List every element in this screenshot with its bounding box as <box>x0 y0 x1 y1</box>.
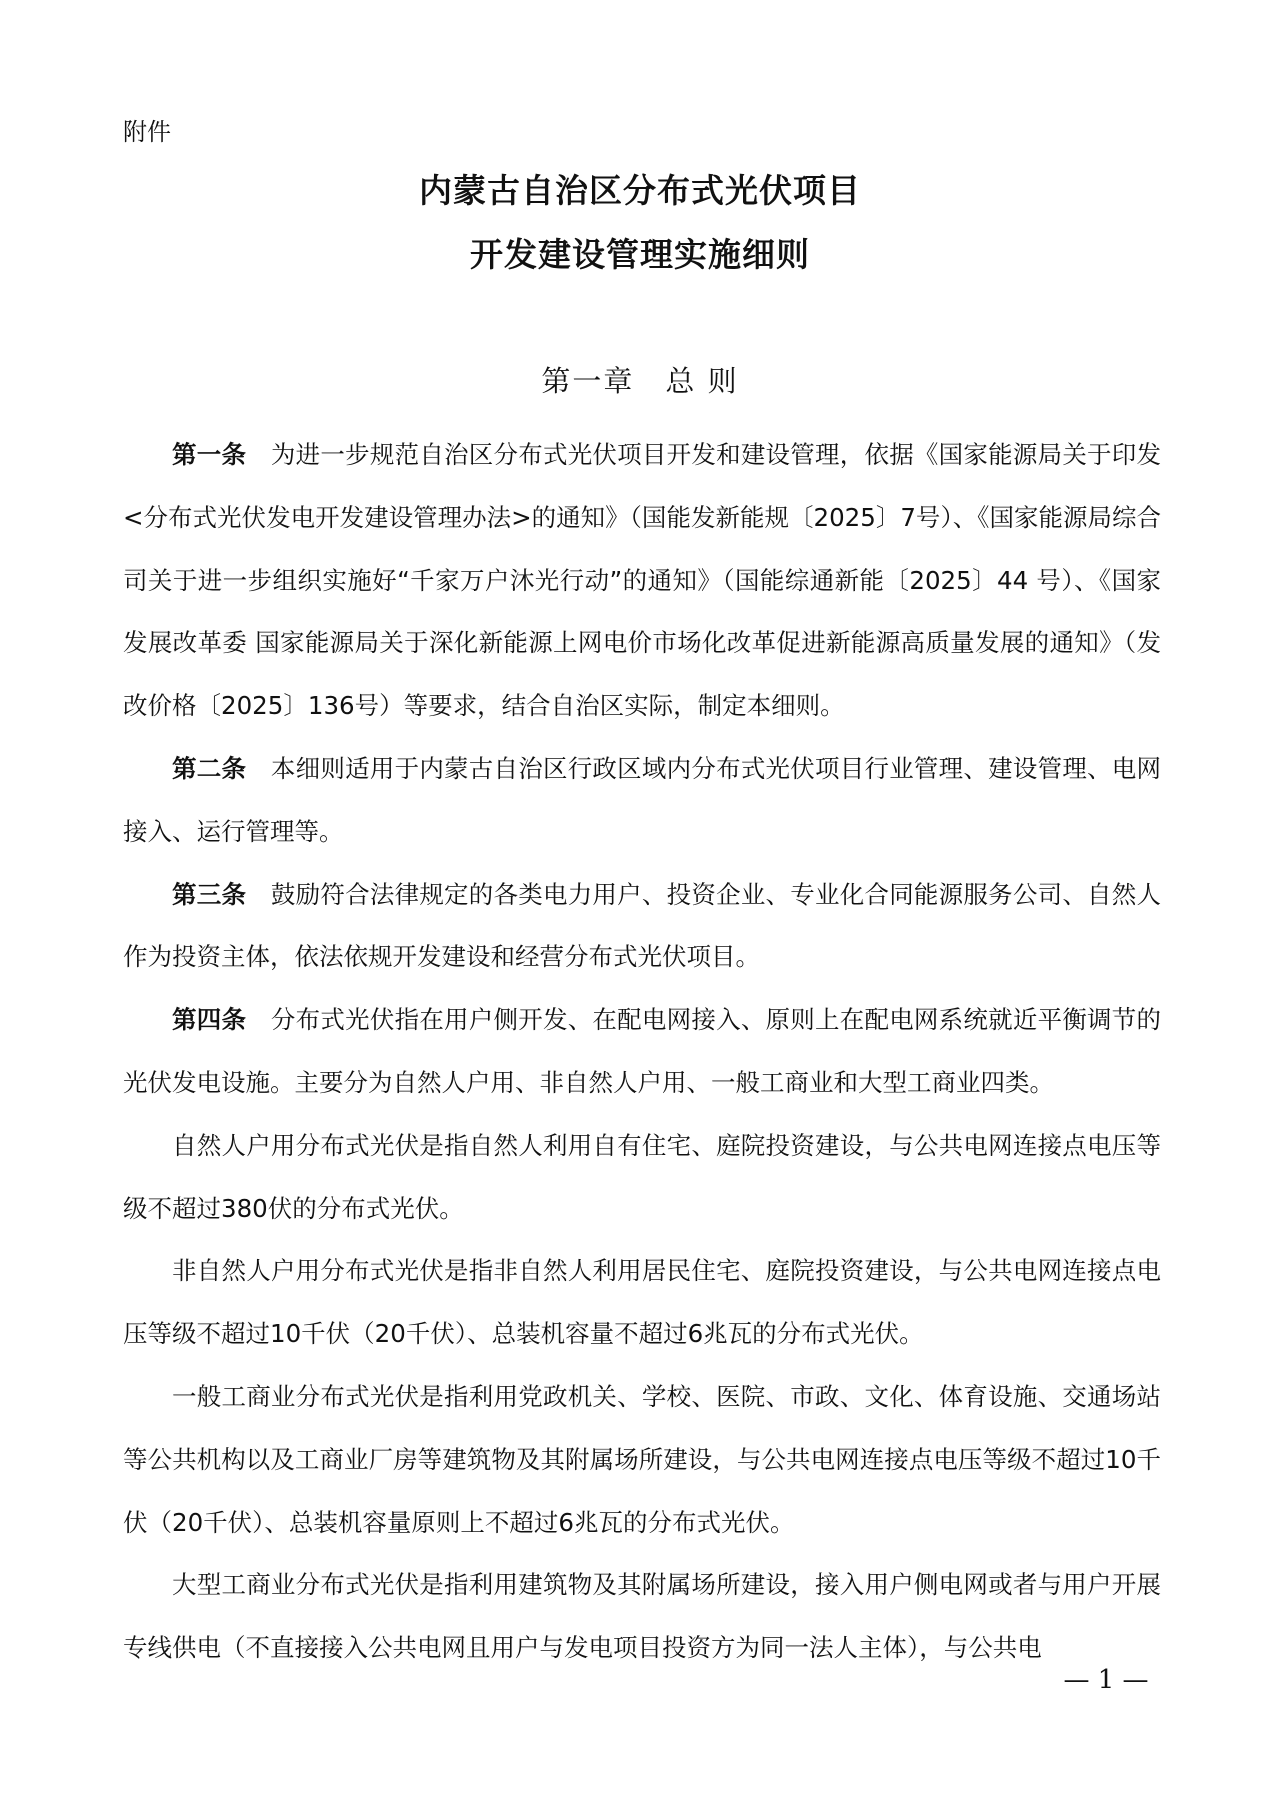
chapter-heading: 第一章 总 则 <box>541 364 739 398</box>
document-title-line-2: 开发建设管理实施细则 <box>470 235 810 274</box>
paragraph-text: 本细则适用于内蒙古自治区行政区域内分布式光伏项目行业管理、建设管理、电网接入、运行管理等。 <box>123 753 1162 846</box>
paragraph-text: 非自然人户用分布式光伏是指非自然人利用居民住宅、庭院投资建设，与公共电网连接点电压等级不超过10千伏（20千伏）、总装机容量不超过6兆瓦的分布式光伏。 <box>123 1256 1161 1349</box>
attachment-label: 附件 <box>123 118 171 146</box>
paragraph-natural-person-household <box>123 1115 1161 1241</box>
article-number: 第三条 <box>172 879 247 909</box>
paragraph-text: 鼓励符合法律规定的各类电力用户、投资企业、专业化合同能源服务公司、自然人作为投资主体，依法依规开发建设和经营分布式光伏项目。 <box>123 879 1162 972</box>
paragraph-text: 分布式光伏指在用户侧开发、在配电网接入、原则上在配电网系统就近平衡调节的光伏发电设施。主要分为自然人户用、非自然人户用、一般工商业和大型工商业四类。 <box>123 1005 1162 1097</box>
paragraph-article-4 <box>123 989 1161 1115</box>
paragraph-general-commercial <box>123 1366 1161 1554</box>
document-title-line-1: 内蒙古自治区分布式光伏项目 <box>419 171 861 210</box>
article-number: 第一条 <box>172 440 247 469</box>
paragraph-text: 为进一步规范自治区分布式光伏项目开发和建设管理，依据《国家能源局关于印发<分布式光伏发电开发建设管理办法>的通知》（国能发新能规〔2025〕7号）、《国家能源局综合司关于进一步组织实施好“千家万户沐光行动”的通知》（国能综通新能〔2025〕44 号）、《国家发展改革委 国家能源局关于深化新能源上网电价市场化改革促进新能源高质量发展的通知》（发改价格〔2025〕136号）等要求，结合自治区实际，制定本细则。 <box>123 440 1162 721</box>
paragraph-article-3 <box>123 864 1161 990</box>
paragraph-article-2 <box>123 738 1161 864</box>
paragraph-article-1 <box>123 424 1161 738</box>
paragraph-large-commercial <box>123 1554 1161 1680</box>
paragraph-text: 一般工商业分布式光伏是指利用党政机关、学校、医院、市政、文化、体育设施、交通场站等公共机构以及工商业厂房等建筑物及其附属场所建设，与公共电网连接点电压等级不超过10千伏（20千伏）、总装机容量原则上不超过6兆瓦的分布式光伏。 <box>123 1381 1161 1537</box>
article-number: 第二条 <box>172 753 247 783</box>
paragraph-text: 自然人户用分布式光伏是指自然人利用自有住宅、庭院投资建设，与公共电网连接点电压等级不超过380伏的分布式光伏。 <box>123 1130 1161 1223</box>
paragraph-text: 大型工商业分布式光伏是指利用建筑物及其附属场所建设，接入用户侧电网或者与用户开展专线供电（不直接接入公共电网且用户与发电项目投资方为同一法人主体），与公共电 <box>123 1570 1161 1663</box>
page-number: — 1 — <box>1063 1665 1149 1695</box>
article-number: 第四条 <box>172 1005 247 1035</box>
document-body <box>123 424 1161 1680</box>
paragraph-non-natural-person-household <box>123 1240 1161 1366</box>
